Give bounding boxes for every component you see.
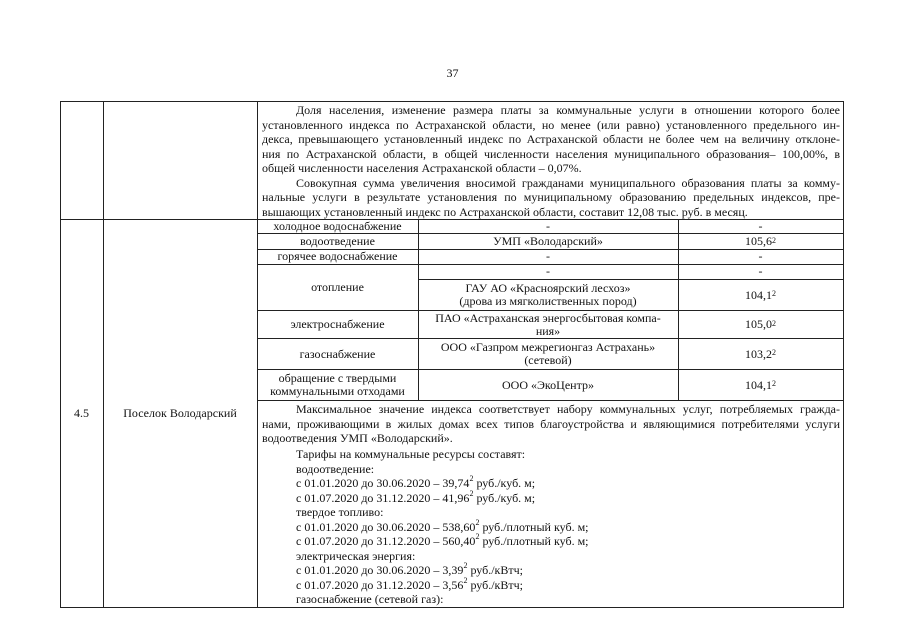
text-line: нами, проживающими в жилых домах всех типов благоустройства и являющимися потребителями услуги <box>262 416 840 431</box>
service-provider <box>418 280 678 310</box>
service-index: 103,2 $^2$ <box>745 346 776 361</box>
index-value: 103,2 <box>745 346 772 361</box>
text-line: Доля населения, изменение размера платы за коммунальные услуги в отношении которого более <box>296 103 840 117</box>
tariff-group-title: водоотведение: <box>296 461 375 476</box>
tariff-group-title: твердое топливо: <box>296 505 384 519</box>
service-index: 104,1 $^2$ <box>745 287 776 302</box>
service-index: - <box>758 264 763 278</box>
text-line: ния по Астраханской области, в общей численности населения муниципального образования– 100,00%, в <box>262 146 840 161</box>
service-name: отопление <box>311 279 364 294</box>
service-line: коммунальными отходами <box>270 384 405 398</box>
provider-line: ПАО «Астраханская энергосбытовая компа- <box>435 310 661 325</box>
service-index: 105,6 $^2$ <box>745 234 776 248</box>
service-name: электроснабжение <box>290 317 385 331</box>
inner-row-line <box>257 400 844 401</box>
service-name: газоснабжение <box>299 346 376 361</box>
text-line: Максимальное значение индекса соответствует набору коммунальных услуг, потребляемых гражда- <box>296 402 840 416</box>
text-line: общей численности населения Астраханской области – 0,07%. <box>262 161 582 175</box>
provider-line: (дрова из мягколиственных пород) <box>459 294 637 308</box>
index-value: 104,1 <box>745 287 772 302</box>
table-right-border <box>843 101 844 608</box>
tariff-group-title: электрическая энергия: <box>296 548 416 563</box>
service-provider: УМП «Володарский» <box>493 234 603 248</box>
tariff-item: с 01.07.2020 до 31.12.2020 – 3,56$^2$ руб./кВтч; <box>296 575 524 592</box>
service-name: холодное водоснабжение <box>273 218 402 233</box>
text-line: водоотведения УМП «Володарский». <box>262 431 453 445</box>
service-line: обращение с твердыми <box>278 371 397 385</box>
table-top-border <box>60 101 844 102</box>
col-divider-1 <box>103 101 104 608</box>
service-index: - <box>758 218 763 233</box>
tariff-item: с 01.07.2020 до 31.12.2020 – 41,96$^2$ руб./куб. м; <box>296 488 536 505</box>
index-value: 105,0 <box>745 317 772 331</box>
row-name: Поселок Володарский <box>123 405 237 420</box>
service-index: - <box>758 249 763 263</box>
provider-line: ООО «Газпром межрегионгаз Астрахань» <box>440 340 656 354</box>
tariffs-block <box>296 447 836 607</box>
intro-paragraph <box>262 103 840 219</box>
provider-line: ГАУ АО «Красноярский лесхоз» <box>465 281 631 295</box>
provider-line: ния» <box>535 323 561 338</box>
provider-line: (сетевой) <box>524 353 572 367</box>
service-provider: - <box>546 249 550 263</box>
max-index-paragraph <box>262 402 840 446</box>
tariff-item: с 01.07.2020 до 31.12.2020 – 560,40$^2$ руб./плотный куб. м; <box>296 532 589 548</box>
index-value: 105,6 <box>745 234 772 248</box>
text-line: декса, превышающего установленный индекс по Астраханской области не более чем на величину отклоне- <box>262 132 840 146</box>
service-index: 105,0 $^2$ <box>745 317 776 331</box>
service-index: 104,1 $^2$ <box>745 377 776 392</box>
service-provider: - <box>546 264 550 278</box>
service-name <box>257 370 418 400</box>
service-name: горячее водоснабжение <box>277 249 398 263</box>
row-number: 4.5 <box>74 405 89 420</box>
text-line: Совокупная сумма увеличения вносимой гражданами муниципального образования платы за комму- <box>296 175 840 190</box>
table-bottom-border <box>60 607 844 608</box>
text-line: установленного индекса по Астраханской области, но менее (или равно) установленного предельного ин- <box>262 117 840 132</box>
tariff-group-title: газоснабжение (сетевой газ): <box>296 592 444 606</box>
tariff-item: с 01.01.2020 до 30.06.2020 – 39,74$^2$ руб./куб. м; <box>296 474 536 490</box>
tariff-item: с 01.01.2020 до 30.06.2020 – 3,39$^2$ руб./кВтч; <box>296 561 524 577</box>
service-provider <box>418 311 678 338</box>
page-number: 37 <box>446 66 459 80</box>
text-line: нальные услуги в результате установления по муниципальному образованию предельных индексов, пре- <box>262 190 840 204</box>
service-provider <box>418 339 678 369</box>
tariffs-heading: Тарифы на коммунальные ресурсы составят: <box>296 447 526 461</box>
service-provider: - <box>546 218 550 233</box>
service-name: водоотведение <box>300 234 375 248</box>
table-left-border <box>60 101 61 608</box>
index-value: 104,1 <box>745 377 772 392</box>
service-provider: ООО «ЭкоЦентр» <box>502 377 594 392</box>
text-line: вышающих установленный индекс по Астраханской области, составит 12,08 тыс. руб. в месяц. <box>262 204 748 219</box>
tariff-item: с 01.01.2020 до 30.06.2020 – 538,60$^2$ руб./плотный куб. м; <box>296 517 589 534</box>
